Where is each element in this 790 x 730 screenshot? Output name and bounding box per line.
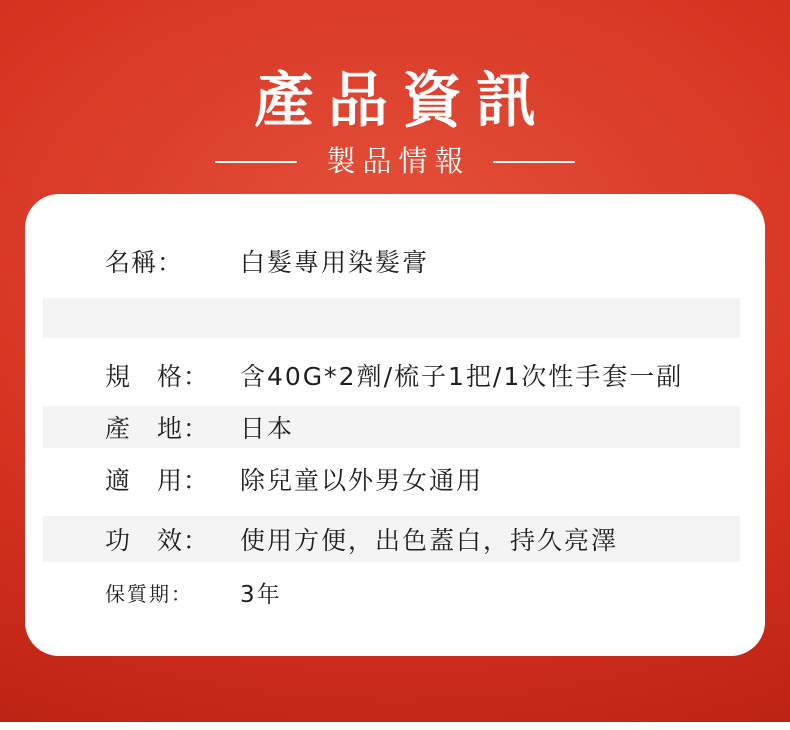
subtitle-row [0, 146, 790, 178]
table-row-applicable [25, 456, 765, 502]
table-row-empty-band [43, 298, 740, 338]
page-subtitle: 製品情報 [326, 144, 471, 178]
row-value: 除兒童以外男女通用 [240, 466, 484, 495]
table-row-name [25, 238, 765, 284]
row-value: 含40G*2劑/梳子1把/1次性手套一副 [240, 362, 684, 391]
row-value: 日本 [240, 414, 295, 443]
page-title: 產品資訊 [254, 66, 550, 136]
row-value: 使用方便，出色蓋白，持久亮澤 [240, 526, 619, 555]
subtitle-line-right [493, 161, 575, 163]
table-row-shelf-life [25, 570, 765, 614]
table-row-spec [25, 352, 765, 398]
subtitle-line-left [215, 161, 297, 163]
row-label: 名稱： [105, 248, 184, 277]
row-value: 3年 [240, 581, 282, 608]
bottom-white-strip [0, 722, 790, 730]
product-info-card [25, 194, 765, 656]
row-label: 規 格： [105, 362, 210, 391]
row-label: 功 效： [105, 526, 210, 555]
row-label: 適 用： [105, 466, 210, 495]
table-row-origin [43, 406, 740, 448]
row-label: 產 地： [105, 414, 210, 443]
row-label: 保質期： [105, 581, 193, 606]
table-row-effect [43, 516, 740, 562]
row-value: 白髮專用染髮膏 [240, 248, 430, 277]
